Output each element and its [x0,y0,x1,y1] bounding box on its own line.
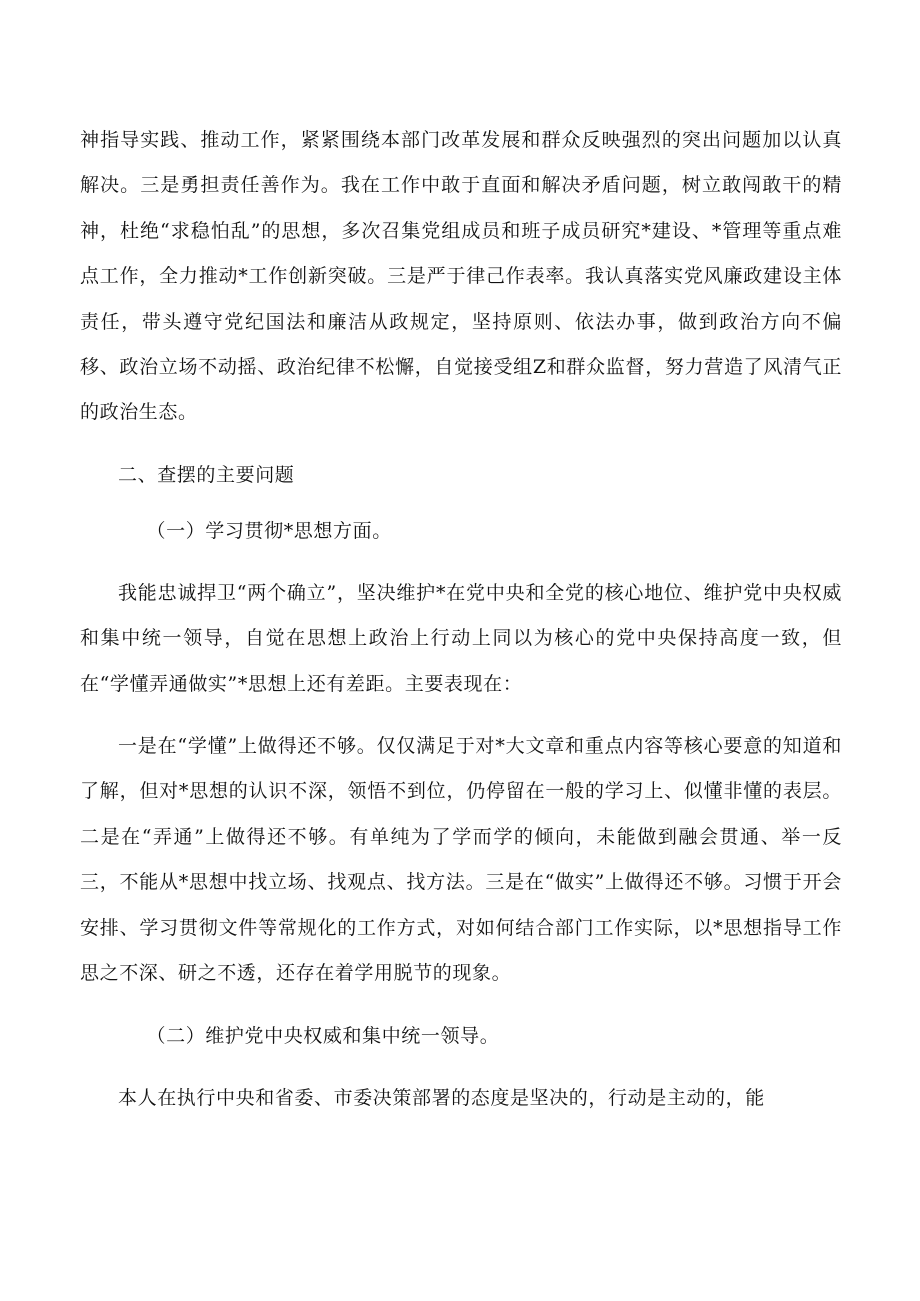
paragraph-study-details: 一是在“学懂”上做得还不够。仅仅满足于对*大文章和重点内容等核心要意的知道和了解，但对*思想的认识不深，领悟不到位，仍停留在一般的学习上、似懂非懂的表层。二是在“弄通”上做得还不够。有单纯为了学而学的倾向，未能做到融会贯通、举一反三，不能从*思想中找立场、找观点、找方法。三是在“做实”上做得还不够。习惯于开会安排、学习贯彻文件等常规化的工作方式，对如何结合部门工作实际，以*思想指导工作思之不深、研之不透，还存在着学用脱节的现象。 [80,735,842,985]
paragraph-authority: 本人在执行中央和省委、市委决策部署的态度是坚决的，行动是主动的，能 [118,1086,765,1109]
subsection-heading-study: （一）学习贯彻*思想方面。 [146,519,392,542]
section-heading-problems: 二、查摆的主要问题 [118,463,295,486]
paragraph-study-intro: 我能忠诚捍卫“两个确立”，坚决维护*在党中央和全党的核心地位、维护党中央权威和集中统一领导，自觉在思想上政治上行动上同以为核心的党中央保持高度一致，但在“学懂弄通做实”*思想上还有差距。主要表现在： [80,581,842,695]
paragraph-continuation: 神指导实践、推动工作，紧紧围绕本部门改革发展和群众反映强烈的突出问题加以认真解决。三是勇担责任善作为。我在工作中敢于直面和解决矛盾问题，树立敢闯敢干的精神，杜绝“求稳怕乱”的思想，多次召集党组成员和班子成员研究*建设、*管理等重点难点工作，全力推动*工作创新突破。三是严于律己作表率。我认真落实党风廉政建设主体责任，带头遵守党纪国法和廉洁从政规定，坚持原则、依法办事，做到政治方向不偏移、政治立场不动摇、政治纪律不松懈，自觉接受组Z和群众监督，努力营造了风清气正的政治生态。 [80,129,842,424]
document-body [80,118,842,1121]
subsection-heading-authority: （二）维护党中央权威和集中统一领导。 [146,1024,500,1047]
